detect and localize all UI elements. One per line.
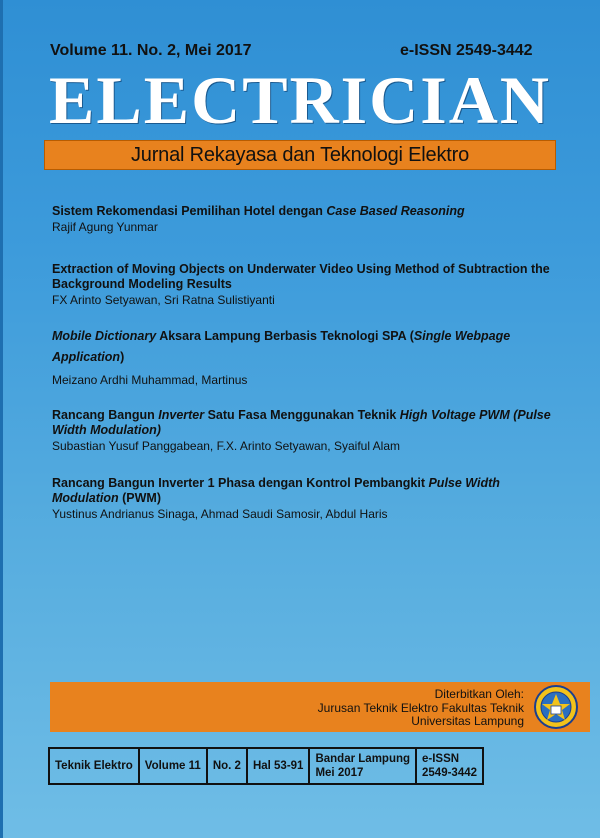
article-title: Sistem Rekomendasi Pemilihan Hotel dengan Case Based Reasoning [52,204,465,218]
article-authors: Rajif Agung Yunmar [52,220,158,234]
info-field: Teknik Elektro [49,748,139,784]
publisher-info [318,688,524,729]
article-authors: FX Arinto Setyawan, Sri Ratna Sulistiyanti [52,293,275,307]
university-seal-icon [534,685,578,729]
publisher-university: Universitas Lampung [411,714,524,728]
article-authors: Meizano Ardhi Muhammad, Martinus [52,373,248,387]
article-2 [52,262,562,308]
article-4 [52,408,562,454]
volume-line: Volume 11. No. 2, Mei 2017 [50,42,252,59]
article-authors: Subastian Yusuf Panggabean, F.X. Arinto Setyawan, Syaiful Alam [52,439,401,453]
subtitle-band [44,140,556,170]
article-3 [52,326,562,388]
article-title: Mobile Dictionary Aksara Lampung Berbasis Teknologi SPA (Single Webpage Application) [52,329,511,364]
article-title: Extraction of Moving Objects on Underwater Video Using Method of Subtraction the Background Modeling Results [52,262,550,291]
publisher-department: Jurusan Teknik Elektro Fakultas Teknik [317,700,524,715]
info-issn-label: e-ISSN [422,753,460,765]
article-title: Rancang Bangun Inverter 1 Phasa dengan Kontrol Pembangkit Pulse Width Modulation (PWM) [52,476,500,505]
info-issn-number: 2549-3442 [422,767,478,779]
info-number: No. 2 [207,748,247,784]
info-issn [416,748,483,784]
eissn-header: e-ISSN 2549-3442 [400,42,533,59]
info-pages: Hal 53-91 [247,748,310,784]
info-place: Bandar Lampung [315,753,411,765]
info-date: Mei 2017 [315,767,364,779]
issue-info-table [48,747,484,785]
info-volume: Volume 11 [139,748,207,784]
article-title: Rancang Bangun Inverter Satu Fasa Menggunakan Teknik High Voltage PWM (Pulse Width Modulation) [52,408,551,437]
publisher-label: Diterbitkan Oleh: [434,687,524,701]
journal-subtitle: Jurnal Rekayasa dan Teknologi Elektro [131,144,469,166]
journal-title: ELECTRICIAN [49,62,551,138]
publisher-band [50,682,590,732]
article-5 [52,476,562,522]
info-place-date [309,748,416,784]
article-1 [52,204,562,235]
article-authors: Yustinus Andrianus Sinaga, Ahmad Saudi Samosir, Abdul Haris [52,507,388,521]
